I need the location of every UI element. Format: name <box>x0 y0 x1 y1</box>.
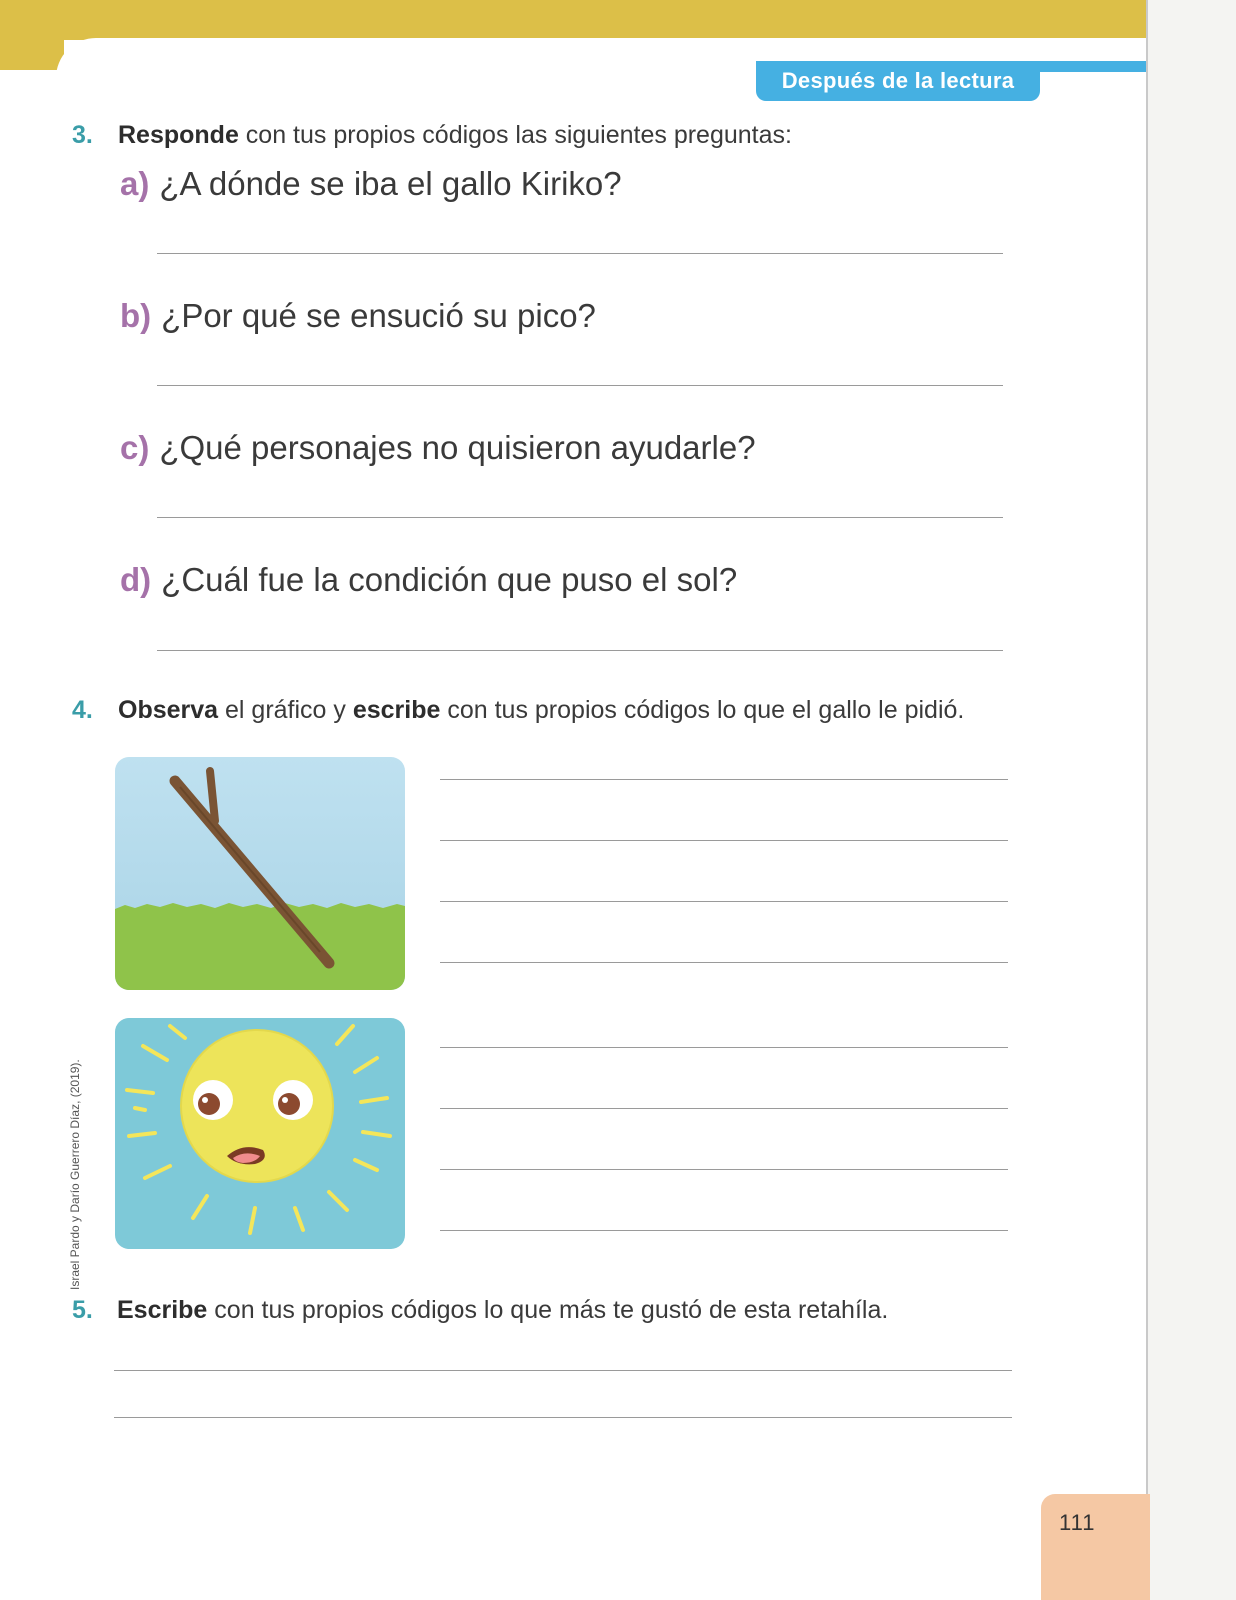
page-margin <box>1148 0 1236 1600</box>
page-edge <box>1146 0 1148 1600</box>
section-tab-rule <box>1030 61 1146 72</box>
answer-line-5a[interactable] <box>114 1370 1012 1371</box>
exercise-number-3: 3. <box>72 121 93 149</box>
exercise-3-prompt <box>118 121 792 150</box>
exercise-5-prompt <box>117 1296 888 1325</box>
question-letter: b) <box>120 297 152 334</box>
question-b <box>120 297 596 335</box>
answer-line-a[interactable] <box>157 253 1003 254</box>
answer-line-c[interactable] <box>157 517 1003 518</box>
question-d <box>120 561 737 599</box>
stick-illustration <box>115 757 405 990</box>
question-text: ¿A dónde se iba el gallo Kiriko? <box>159 165 622 202</box>
answer-line[interactable] <box>440 779 1008 780</box>
exercise-number-4: 4. <box>72 696 93 724</box>
answer-line-b[interactable] <box>157 385 1003 386</box>
answer-line[interactable] <box>440 1230 1008 1231</box>
question-text: ¿Por qué se ensució su pico? <box>161 297 596 334</box>
answer-line[interactable] <box>440 1108 1008 1109</box>
answer-line-d[interactable] <box>157 650 1003 651</box>
answer-line[interactable] <box>440 901 1008 902</box>
exercise-5-text: con tus propios códigos lo que más te gustó de esta retahíla. <box>207 1296 889 1324</box>
exercise-4-text-end: con tus propios códigos lo que el gallo le pidió. <box>440 696 965 724</box>
stick-in-grass-icon <box>115 757 405 990</box>
header-band-corner <box>0 0 64 70</box>
question-letter: d) <box>120 561 152 598</box>
question-text: ¿Cuál fue la condición que puso el sol? <box>161 561 738 598</box>
exercise-4-verb-escribe: escribe <box>352 696 441 724</box>
question-c <box>120 429 756 467</box>
sun-face-icon <box>115 1018 405 1249</box>
exercise-3-text: con tus propios códigos las siguientes preguntas: <box>238 121 792 149</box>
exercise-4-verb-observa: Observa <box>118 696 219 724</box>
exercise-5-verb: Escribe <box>117 1296 208 1324</box>
question-letter: a) <box>120 165 150 202</box>
header-band <box>0 0 1150 40</box>
page-number: 111 <box>1059 1510 1096 1535</box>
exercise-4-text: el gráfico y <box>218 696 353 724</box>
answer-line[interactable] <box>440 962 1008 963</box>
question-a <box>120 165 622 203</box>
exercise-3-verb: Responde <box>118 121 239 149</box>
question-letter: c) <box>120 429 150 466</box>
page-number-tab <box>1041 1494 1150 1600</box>
sun-illustration <box>115 1018 405 1249</box>
answer-line[interactable] <box>440 1047 1008 1048</box>
exercise-number-5: 5. <box>72 1296 93 1324</box>
answer-line[interactable] <box>440 1169 1008 1170</box>
image-credit: Israel Pardo y Darío Guerrero Díaz, (2019). <box>68 1059 82 1290</box>
section-tab: Después de la lectura <box>756 61 1040 101</box>
question-text: ¿Qué personajes no quisieron ayudarle? <box>159 429 756 466</box>
answer-line-5b[interactable] <box>114 1417 1012 1418</box>
answer-line[interactable] <box>440 840 1008 841</box>
exercise-4-prompt <box>118 696 964 725</box>
